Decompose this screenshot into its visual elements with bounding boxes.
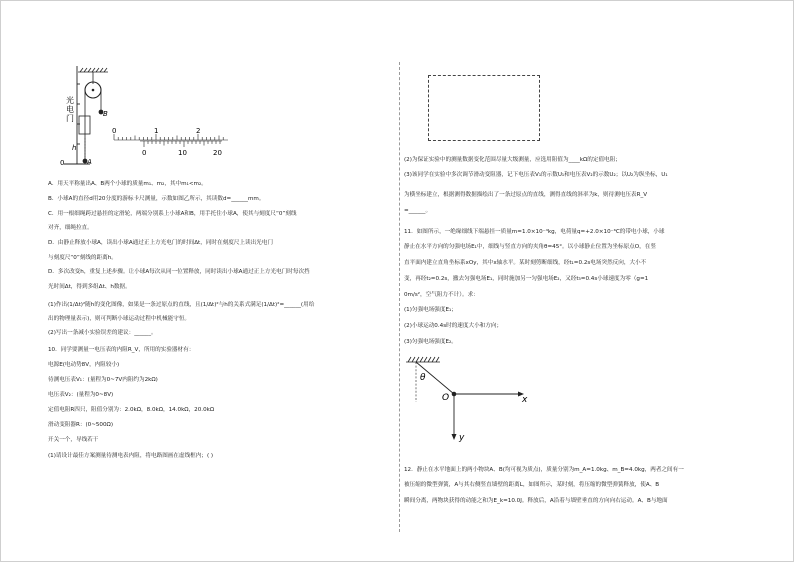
right-line-5: 11．如图所示，一绝缘细线下端悬挂一质量m=1.0×10⁻⁴kg，电荷量q=+2.0×10⁻⁶C的带电小球，小球 xyxy=(404,229,665,235)
point-a-label: A xyxy=(87,158,92,166)
vernier-label-20: 20 xyxy=(213,149,222,157)
left-line-11: (2)写出一条减小实验误差的建议：______。 xyxy=(48,330,157,336)
left-line-16: 定值电阻R四只，阻值分别为：2.0kΩ，8.0kΩ，14.0kΩ，20.0kΩ xyxy=(48,407,215,413)
left-line-14: 待测电压表V₁：(量程为0~7V内阻约为2kΩ) xyxy=(48,377,158,383)
photogate-label-2: 电 xyxy=(66,105,74,114)
right-line-14: 被压缩的微型弹簧，A与其右侧竖直墙壁的距离L，如图所示，某时刻，将压缩的微型弹簧释放，使A、B xyxy=(404,482,660,488)
theta-label: θ xyxy=(420,373,426,383)
left-line-2: B．小球A的直径d用20分度的游标卡尺测量，示数如图乙所示，其读数d=______mm。 xyxy=(48,196,265,202)
vernier-label-0: 0 xyxy=(142,149,147,157)
origin-label: 0 xyxy=(60,159,65,167)
right-line-12: (3)匀强电场强度E₂。 xyxy=(404,339,457,345)
right-line-9: 0m/s²，空气阻力不计）。求： xyxy=(404,292,479,298)
left-line-9: (1)作出(1/Δt)²随h的变化图像，如果是一条过原点的直线，且(1/Δt)²与h的关系式满足(1/Δt)²=______(用给 xyxy=(48,302,315,308)
height-label: h xyxy=(72,144,77,152)
pulley-caliper-figure xyxy=(50,64,240,170)
column-divider xyxy=(399,62,400,532)
right-line-15: 瞬间分离，两物块获得的动能之和为E_k=10.0J。释放后，A沿着与墙壁垂直的方向向右运动。A、B与地面 xyxy=(404,498,668,504)
right-line-10: (1)匀强电场强度E₁； xyxy=(404,307,457,313)
left-line-10: 出的物理量表示)，则可判断小球运动过程中机械能守恒。 xyxy=(48,316,191,322)
left-line-6: 与刻度尺“0”刻线的距离h。 xyxy=(48,255,117,261)
vernier-label-10: 10 xyxy=(178,149,187,157)
left-line-19: (1)请设计最佳方案测量待测电表内阻，将电路图画在虚线框内；( ) xyxy=(48,453,214,459)
main-scale-label-2: 2 xyxy=(196,127,201,135)
right-line-3: 为横坐标建立，根据测得数据描绘出了一条过原点的直线，测得直线的斜率为k，则待测电压表R_V xyxy=(404,192,648,198)
left-line-5: D．由静止释放小球A，读出小球A通过正上方光电门的时间Δt，同时在刻度尺上读出光电门 xyxy=(48,240,273,246)
photogate xyxy=(79,116,90,134)
y-axis-label: y xyxy=(459,433,465,443)
right-line-7: 直平面内建立直角坐标系xOy，其中x轴水平。某时刻剪断细线，经t₁=0.2s电场突然反向，大小不 xyxy=(404,260,647,266)
ceiling-hatch xyxy=(406,357,440,362)
right-line-6: 静止在水平方向的匀强电场E₁中，细线与竖直方向的夹角θ=45°。以小球静止位置为坐标原点O，在竖 xyxy=(404,244,656,250)
x-axis-label: x xyxy=(522,395,528,405)
main-scale-label-1: 1 xyxy=(154,127,159,135)
left-line-18: 开关一个，导线若干 xyxy=(48,437,99,443)
photogate-label-3: 门 xyxy=(66,114,74,123)
pendulum-field-figure xyxy=(400,352,540,446)
right-line-11: (2)小球运动0.4s时的速度大小和方向； xyxy=(404,323,503,329)
vernier-scale xyxy=(140,141,222,147)
main-scale xyxy=(114,134,228,140)
right-line-1: (2)为保证实验中的测量数据变化范围尽量大级测量，应选用阻值为____kΩ的定值电阻； xyxy=(404,157,621,163)
right-line-2: (3)该同学在实验中多次调节滑动变阻器，记下电压表V₁的示数U₁和电压表V₂的示数U₂；以U₂为纵坐标，U₁ xyxy=(404,172,668,178)
right-line-13: 12．静止在水平地面上的两小物块A、B(均可视为质点)，质量分别为m_A=1.0kg、m_B=4.0kg，两者之间有一 xyxy=(404,467,684,473)
ceiling-hatch xyxy=(78,68,108,72)
left-line-1: A．用天平称量出A、B两个小球的质量m₁、m₂，其中m₁<m₂。 xyxy=(48,181,207,187)
right-line-4: =______。 xyxy=(404,208,432,214)
circuit-drawing-box xyxy=(428,75,540,141)
left-line-12: 10．同学要测量一电压表的内阻R_V，所用的实验器材有： xyxy=(48,347,195,353)
left-line-17: 滑动变阻器R：(0~500Ω) xyxy=(48,422,114,428)
right-line-8: 变，再经t₂=0.2s，撤去匀强电场E₁，同时施加另一匀强电场E₂，又经t₃=0.4s小球速度为零（g=1 xyxy=(404,276,649,282)
left-line-15: 电压表V₂：(量程为0~8V) xyxy=(48,392,114,398)
photogate-label-1: 光 xyxy=(66,96,74,105)
left-line-13: 电源E(电动势8V，内阻较小) xyxy=(48,362,120,368)
origin-o-label: O xyxy=(442,393,450,403)
left-line-7: D．多次改变h，重复上述步骤。让小球A每次从同一位置释放，同时读出小球A通过正上方光电门时每次挡 xyxy=(48,269,310,275)
left-line-8: 光时间Δt，得到多组Δt、h数据。 xyxy=(48,284,131,290)
y-axis-arrow xyxy=(452,434,457,440)
left-line-4: 对齐，细绳拉直。 xyxy=(48,225,93,231)
main-scale-label-0: 0 xyxy=(112,127,117,135)
point-b-label: B xyxy=(103,110,108,118)
left-line-3: C．用一根细绳跨过悬挂的定滑轮，两端分别系上小球A和B，用手托住小球A，使其与刻度尺“0”刻线 xyxy=(48,211,297,217)
